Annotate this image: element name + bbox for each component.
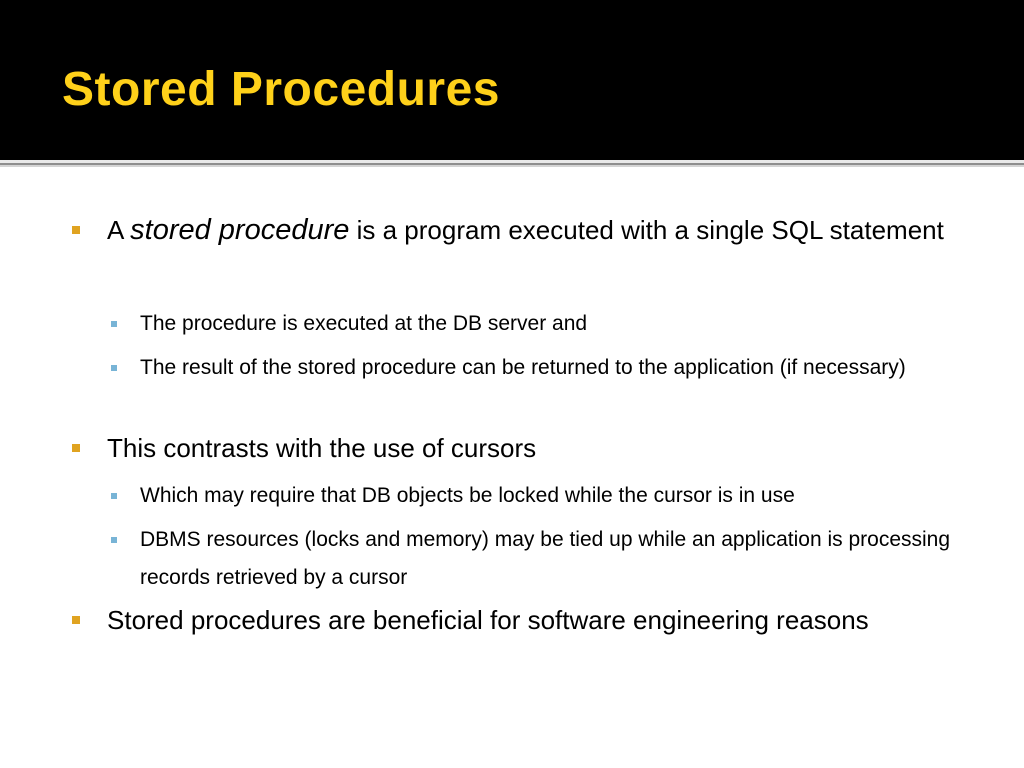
bullet-item-level2: DBMS resources (locks and memory) may be tied up while an application is processing records retrieved by a cursor [140,528,951,589]
bullet-text-suffix: is a program executed with a single SQL statement [349,215,944,245]
level1-bullet-marker [72,226,80,234]
bullet-item-level1: This contrasts with the use of cursors [107,433,537,463]
bullet-item-level2: Which may require that DB objects be locked while the cursor is in use [140,484,795,507]
bullet-item-level1 [107,207,977,253]
level1-bullet-marker [72,616,80,624]
level2-bullet-marker [111,493,117,499]
level2-bullet-marker [111,365,117,371]
level2-bullet-marker [111,537,117,543]
bullet-item-level2: The result of the stored procedure can be returned to the application (if necessary) [140,356,906,379]
bullet-item-level2: The procedure is executed at the DB server and [140,312,588,335]
level2-bullet-marker [111,321,117,327]
bullet-text-prefix: A [107,215,131,245]
bullet-text-italic: stored procedure [130,214,350,246]
slide-title: Stored Procedures [62,63,500,116]
level1-bullet-marker [72,444,80,452]
bullet-item-level1: Stored procedures are beneficial for software engineering reasons [107,605,869,635]
